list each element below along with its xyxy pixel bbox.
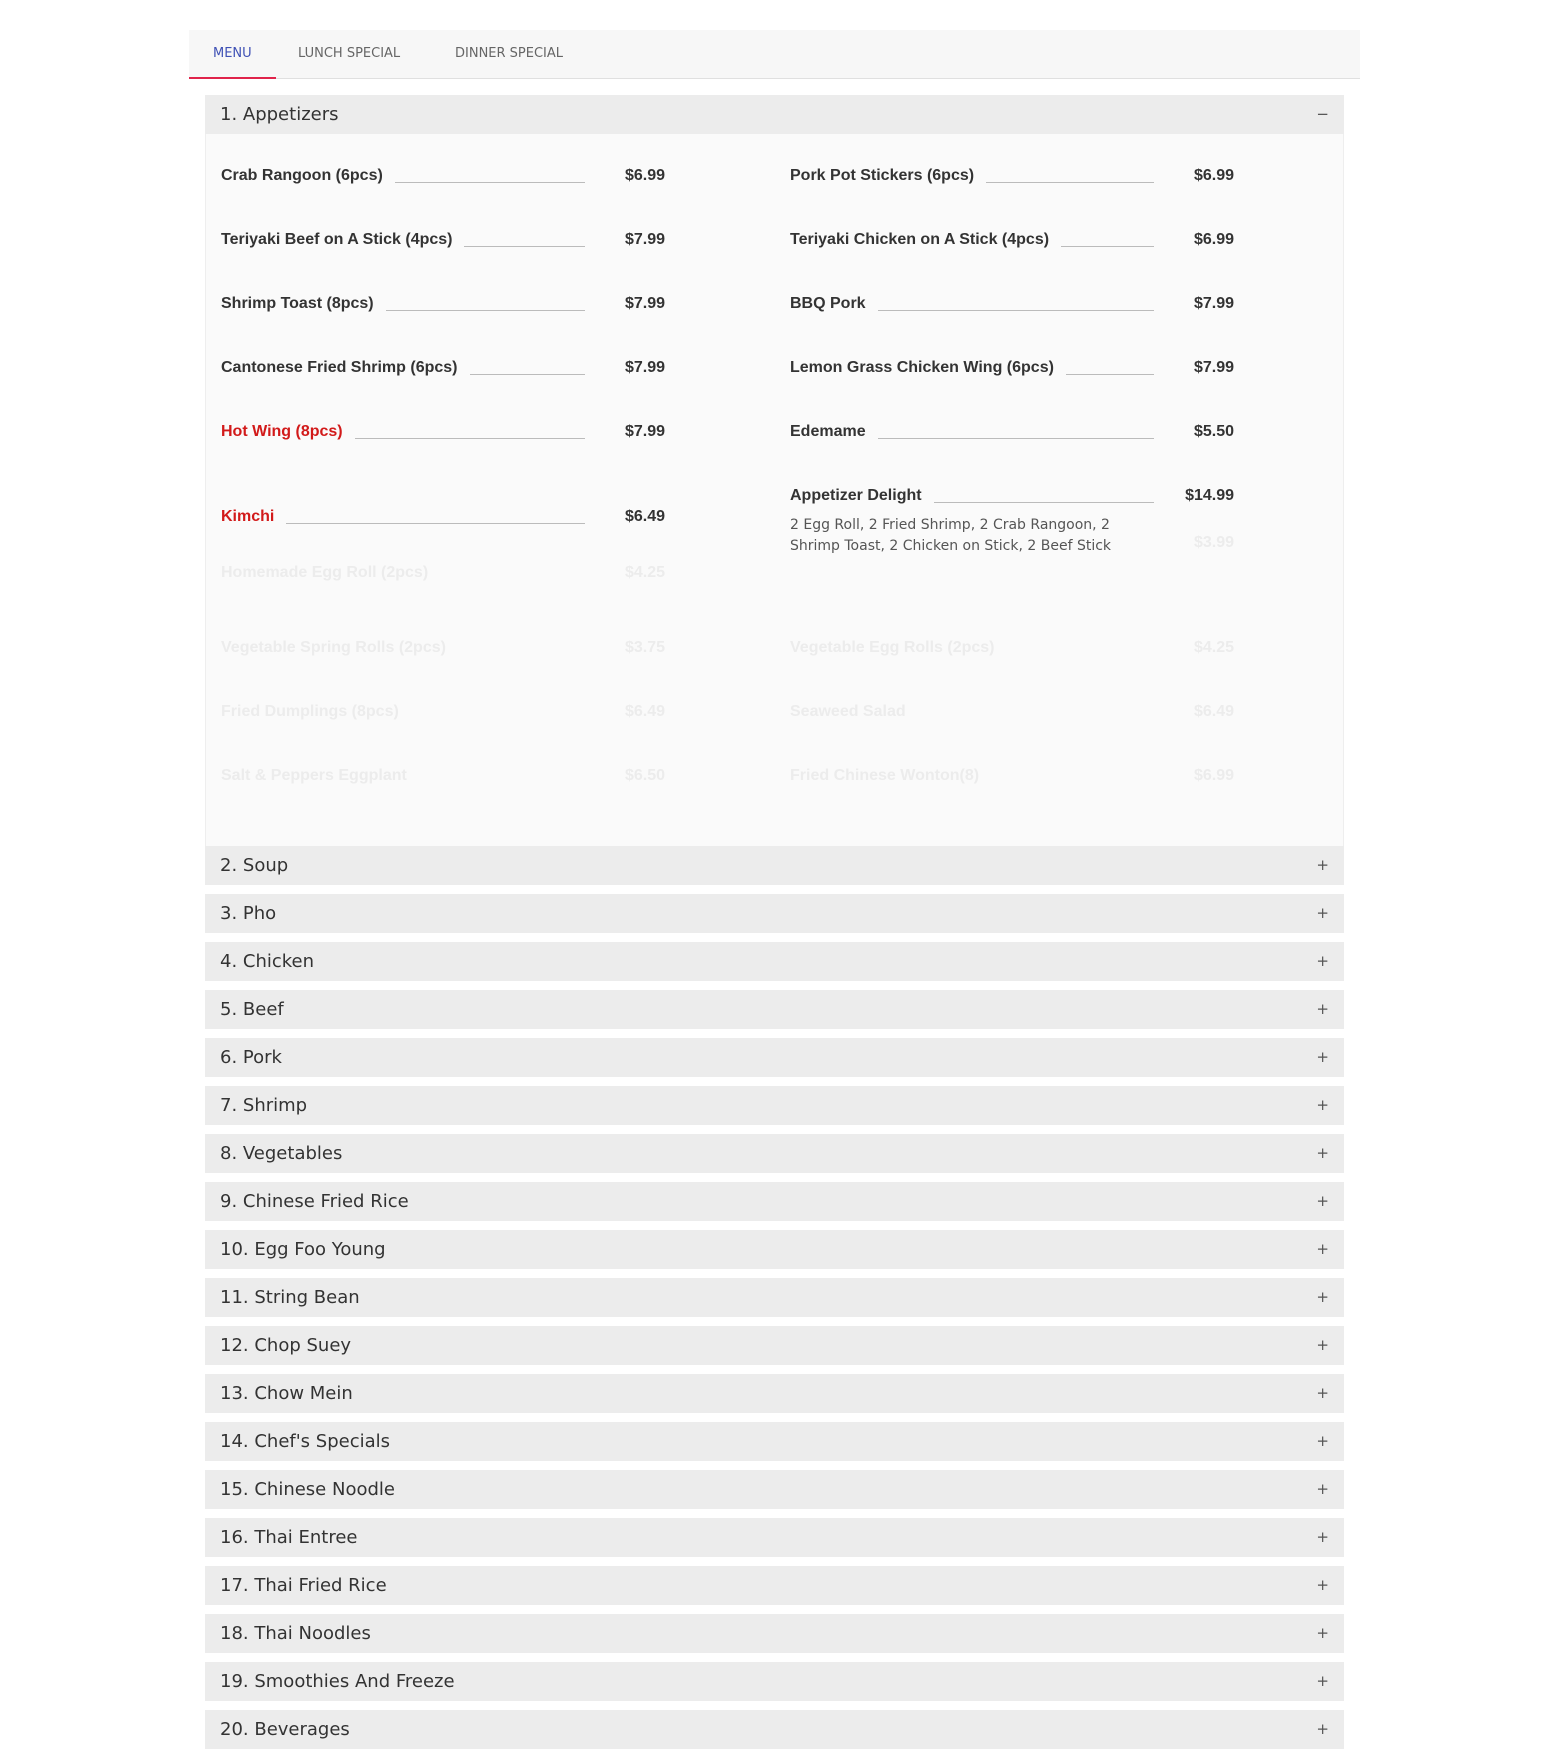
menu-page: [189, 30, 1360, 1758]
category-header-chow-mein[interactable]: [205, 1374, 1344, 1413]
category-title: 1. Appetizers: [220, 104, 339, 125]
item-name: BBQ Pork: [790, 294, 878, 314]
tab-menu[interactable]: MENU: [189, 30, 276, 79]
category-header-thai-entree[interactable]: [205, 1518, 1344, 1557]
item-price: $6.49: [1193, 703, 1234, 720]
category-header-pho[interactable]: [205, 894, 1344, 933]
menu-item[interactable]: [790, 294, 1234, 318]
category-header-egg-foo-young[interactable]: [205, 1230, 1344, 1269]
menu-item[interactable]: [790, 486, 1234, 510]
menu-item[interactable]: [790, 230, 1234, 254]
expand-icon[interactable]: +: [1316, 1720, 1329, 1738]
item-price: $7.99: [624, 359, 665, 376]
category-header-chinese-noodle[interactable]: [205, 1470, 1344, 1509]
item-name: Cantonese Fried Shrimp (6pcs): [221, 358, 470, 378]
menu-item[interactable]: [221, 563, 665, 587]
category-title: 9. Chinese Fried Rice: [220, 1191, 409, 1212]
category-header-pork[interactable]: [205, 1038, 1344, 1077]
expand-icon[interactable]: +: [1316, 904, 1329, 922]
item-name: Appetizer Delight: [790, 486, 934, 506]
menu-item[interactable]: [790, 533, 1234, 557]
category-title: 17. Thai Fried Rice: [220, 1575, 387, 1596]
menu-item[interactable]: [790, 702, 1234, 726]
expand-icon[interactable]: +: [1316, 1144, 1329, 1162]
category-header-thai-noodles[interactable]: [205, 1614, 1344, 1653]
item-name: Teriyaki Chicken on A Stick (4pcs): [790, 230, 1061, 250]
menu-item[interactable]: [790, 766, 1234, 790]
expand-icon[interactable]: +: [1316, 1048, 1329, 1066]
expand-icon[interactable]: +: [1316, 1624, 1329, 1642]
menu-item[interactable]: [221, 358, 665, 382]
expand-icon[interactable]: +: [1316, 1096, 1329, 1114]
category-title: 5. Beef: [220, 999, 284, 1020]
expand-icon[interactable]: +: [1316, 1432, 1329, 1450]
category-title: 3. Pho: [220, 903, 277, 924]
item-price: $7.99: [624, 423, 665, 440]
item-name: Salt & Peppers Eggplant: [221, 766, 419, 786]
expand-icon[interactable]: +: [1316, 856, 1329, 874]
item-name: Pork Pot Stickers (6pcs): [790, 166, 986, 186]
item-price: $14.99: [1185, 487, 1234, 504]
category-title: 13. Chow Mein: [220, 1383, 353, 1404]
category-title: 11. String Bean: [220, 1287, 360, 1308]
category-title: 8. Vegetables: [220, 1143, 343, 1164]
menu-item[interactable]: [221, 766, 665, 790]
expand-icon[interactable]: +: [1316, 1336, 1329, 1354]
item-price: $4.25: [624, 564, 665, 581]
menu-item[interactable]: [221, 166, 665, 190]
expand-icon[interactable]: +: [1316, 1528, 1329, 1546]
item-price: $3.99: [1193, 534, 1234, 551]
category-header-chefs-specials[interactable]: [205, 1422, 1344, 1461]
category-header-appetizers[interactable]: [205, 95, 1344, 134]
category-title: 2. Soup: [220, 855, 289, 876]
expand-icon[interactable]: +: [1316, 1240, 1329, 1258]
expand-icon[interactable]: +: [1316, 1384, 1329, 1402]
item-price: $7.99: [624, 295, 665, 312]
category-title: 6. Pork: [220, 1047, 282, 1068]
item-name: Homemade Egg Roll (2pcs): [221, 563, 440, 583]
item-price: $6.99: [624, 167, 665, 184]
item-price: $6.99: [1193, 167, 1234, 184]
category-title: 19. Smoothies And Freeze: [220, 1671, 455, 1692]
category-header-chop-suey[interactable]: [205, 1326, 1344, 1365]
menu-item[interactable]: [790, 638, 1234, 662]
expand-icon[interactable]: +: [1316, 952, 1329, 970]
category-header-chicken[interactable]: [205, 942, 1344, 981]
collapse-icon[interactable]: −: [1316, 105, 1329, 123]
category-header-beverages[interactable]: [205, 1710, 1344, 1749]
item-name: Fried Chinese Wonton(8): [790, 766, 991, 786]
menu-item[interactable]: [790, 166, 1234, 190]
item-price: $6.99: [1193, 231, 1234, 248]
category-header-soup[interactable]: [205, 846, 1344, 885]
menu-item[interactable]: [221, 230, 665, 254]
item-name: Kimchi: [221, 507, 286, 527]
item-price: $6.50: [624, 767, 665, 784]
item-name: Vegetable Egg Rolls (2pcs): [790, 638, 1007, 658]
item-name: Seaweed Salad: [790, 702, 918, 722]
menu-item[interactable]: [790, 422, 1234, 446]
item-name: Teriyaki Beef on A Stick (4pcs): [221, 230, 464, 250]
item-name: Edemame: [790, 422, 878, 442]
category-title: 12. Chop Suey: [220, 1335, 352, 1356]
expand-icon[interactable]: +: [1316, 1192, 1329, 1210]
expand-icon[interactable]: +: [1316, 1000, 1329, 1018]
category-header-thai-fried-rice[interactable]: [205, 1566, 1344, 1605]
item-price: $3.75: [624, 639, 665, 656]
item-name: Crab Rangoon (6pcs): [221, 166, 395, 186]
menu-item[interactable]: [221, 507, 665, 531]
category-header-beef[interactable]: [205, 990, 1344, 1029]
category-title: 7. Shrimp: [220, 1095, 308, 1116]
appetizers-list: [205, 134, 1344, 846]
menu-tabs: [189, 30, 1360, 79]
item-price: $6.99: [1193, 767, 1234, 784]
tab-lunch-special[interactable]: LUNCH SPECIAL: [298, 46, 401, 61]
item-name: Lemon Grass Chicken Wing (6pcs): [790, 358, 1066, 378]
expand-icon[interactable]: +: [1316, 1576, 1329, 1594]
category-header-vegetables[interactable]: [205, 1134, 1344, 1173]
item-name: Hot Wing (8pcs): [221, 422, 355, 442]
category-title: 16. Thai Entree: [220, 1527, 358, 1548]
item-price: $5.50: [1193, 423, 1234, 440]
item-price: $7.99: [624, 231, 665, 248]
item-name: Vegetable Spring Rolls (2pcs): [221, 638, 458, 658]
menu-item[interactable]: [221, 294, 665, 318]
category-title: 10. Egg Foo Young: [220, 1239, 386, 1260]
item-price: $6.49: [624, 703, 665, 720]
item-price: $6.49: [624, 508, 665, 525]
category-title: 4. Chicken: [220, 951, 315, 972]
menu-accordion: [205, 95, 1344, 1749]
menu-item[interactable]: [221, 702, 665, 726]
item-name: Shrimp Toast (8pcs): [221, 294, 386, 314]
expand-icon[interactable]: +: [1316, 1672, 1329, 1690]
expand-icon[interactable]: +: [1316, 1288, 1329, 1306]
item-name: Fried Dumplings (8pcs): [221, 702, 411, 722]
menu-item[interactable]: [790, 358, 1234, 382]
category-header-string-bean[interactable]: [205, 1278, 1344, 1317]
tab-dinner-special[interactable]: DINNER SPECIAL: [455, 46, 564, 61]
category-header-smoothies-and-freeze[interactable]: [205, 1662, 1344, 1701]
category-title: 18. Thai Noodles: [220, 1623, 371, 1644]
item-price: $7.99: [1193, 359, 1234, 376]
category-title: 20. Beverages: [220, 1719, 350, 1740]
expand-icon[interactable]: +: [1316, 1480, 1329, 1498]
category-header-shrimp[interactable]: [205, 1086, 1344, 1125]
menu-item[interactable]: [221, 638, 665, 662]
menu-item[interactable]: [221, 422, 665, 446]
item-description: 2 Egg Roll, 2 Fried Shrimp, 2 Crab Rangoon, 2 Shrimp Toast, 2 Chicken on Stick, 2 Beef Stick: [790, 517, 1112, 554]
category-appetizers: [205, 95, 1344, 846]
category-header-chinese-fried-rice[interactable]: [205, 1182, 1344, 1221]
category-title: 14. Chef's Specials: [220, 1431, 391, 1452]
category-title: 15. Chinese Noodle: [220, 1479, 395, 1500]
item-price: $4.25: [1193, 639, 1234, 656]
item-price: $7.99: [1193, 295, 1234, 312]
